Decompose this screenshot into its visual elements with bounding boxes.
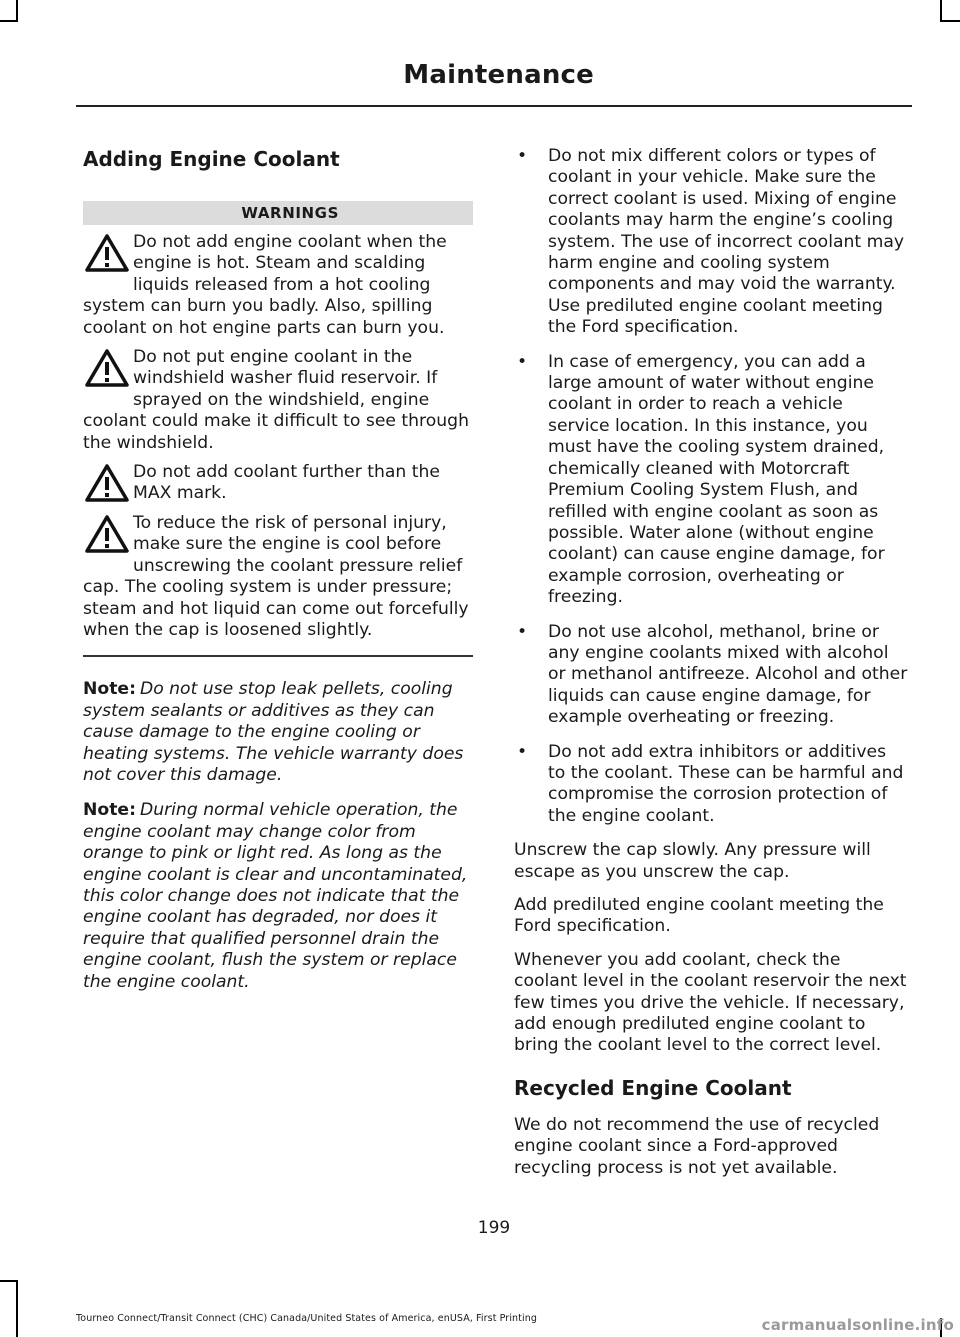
warning-item — [83, 232, 473, 339]
right-column — [514, 146, 908, 1191]
section-heading: Recycled Engine Coolant — [514, 1075, 792, 1100]
page-number: 199 — [477, 1218, 511, 1238]
header-rule — [76, 105, 912, 107]
body-paragraph: Add prediluted engine coolant meeting the Ford specification. — [514, 895, 884, 937]
bullet-dot: • — [517, 146, 528, 166]
crop-mark — [0, 1280, 18, 1282]
bullet-dot: • — [517, 741, 528, 762]
footer-text: Tourneo Connect/Transit Connect (CHC) Canada/United States of America, enUSA, First Printing — [76, 1313, 537, 1324]
left-column — [83, 146, 473, 993]
list-item-text: Do not use alcohol, methanol, brine or any engine coolants mixed with alcohol or methanol antifreeze. Alcohol and other liquids can cause engine damage, for example overheating or freezing. — [548, 621, 908, 728]
warning-text: Do not put engine coolant in the windshield washer fluid reservoir. If sprayed on the windshield, engine coolant could make it difficult to see through the windshield. — [83, 347, 469, 453]
note-text: Do not use stop leak pellets, cooling system sealants or additives as they can cause damage to the engine cooling or heating systems. The vehicle warranty does not cover this damage. — [83, 679, 464, 785]
warnings-list — [83, 232, 473, 641]
note-label: Note: — [83, 679, 136, 700]
page-title: Maintenance — [403, 60, 594, 90]
list-item — [514, 352, 908, 609]
crop-mark — [16, 0, 18, 22]
body-paragraph: Whenever you add coolant, check the coolant level in the coolant reservoir the next few times you drive the vehicle. If necessary, add enough prediluted engine coolant to bring the coolant level to the correct level. — [514, 949, 907, 1056]
watermark-link[interactable]: carmanualsonline.info — [761, 1316, 954, 1334]
warning-text: Do not add coolant further than the MAX mark. — [133, 462, 440, 504]
bullet-dot: • — [517, 351, 528, 372]
warning-text: To reduce the risk of personal injury, make sure the engine is cool before unscrewing the coolant pressure relief cap. The cooling system is under pressure; steam and hot liquid can come out forcefully when the cap is loosened slightly. — [83, 512, 469, 640]
note — [83, 800, 473, 993]
warning-triangle-icon — [83, 347, 131, 391]
list-item-text: In case of emergency, you can add a large amount of water without engine coolant in order to reach a vehicle service location. In this instance, you must have the cooling system drained, chemically cleaned with Motorcraft Premium Cooling System Flush, and refilled with engine coolant as soon as possible. Water alone (without engine coolant) can cause engine damage, for example corrosion, overheating or freezing. — [548, 351, 885, 608]
list-item-text: Do not mix different colors or types of coolant in your vehicle. Make sure the correct coolant is used. Mixing of engine coolants may harm the engine’s cooling system. The use of incorrect coolant may harm engine and cooling system components and may void the warranty. Use prediluted engine coolant meeting the Ford specification. — [548, 146, 905, 338]
list-item — [514, 146, 908, 339]
list-item — [514, 622, 908, 729]
crop-mark — [16, 1280, 18, 1337]
warnings-end-rule — [83, 655, 473, 657]
note — [83, 679, 473, 786]
list-item-text: Do not add extra inhibitors or additives to the coolant. These can be harmful and compromise the corrosion protection of the engine coolant. — [548, 741, 904, 826]
body-paragraph: Unscrew the cap slowly. Any pressure will escape as you unscrew the cap. — [514, 840, 871, 882]
crop-mark — [0, 20, 18, 22]
crop-mark — [940, 0, 942, 22]
warning-triangle-icon — [83, 513, 131, 557]
bullet-dot: • — [517, 621, 528, 642]
warning-triangle-icon — [83, 462, 131, 506]
list-item — [514, 742, 908, 828]
bullet-list — [514, 146, 908, 827]
warning-text: Do not add engine coolant when the engine is hot. Steam and scalding liquids released from a hot cooling system can burn you badly. Also, spilling coolant on hot engine parts can burn you. — [83, 232, 447, 338]
section-heading: Adding Engine Coolant — [83, 147, 340, 171]
note-text: During normal vehicle operation, the engine coolant may change color from orange to pink or light red. As long as the engine coolant is clear and uncontaminated, this color change does not indicate that the engine coolant has degraded, nor does it require that qualified personnel drain the engine coolant, flush the system or replace the engine coolant. — [83, 800, 468, 992]
body-paragraph: We do not recommend the use of recycled engine coolant since a Ford-approved recycling process is not yet available. — [514, 1114, 880, 1178]
note-label: Note: — [83, 800, 136, 821]
warning-triangle-icon — [83, 232, 131, 276]
crop-mark — [940, 20, 960, 22]
warning-item — [83, 347, 473, 454]
warnings-bar: WARNINGS — [83, 201, 473, 225]
warning-item — [83, 462, 473, 505]
warning-item — [83, 513, 473, 641]
